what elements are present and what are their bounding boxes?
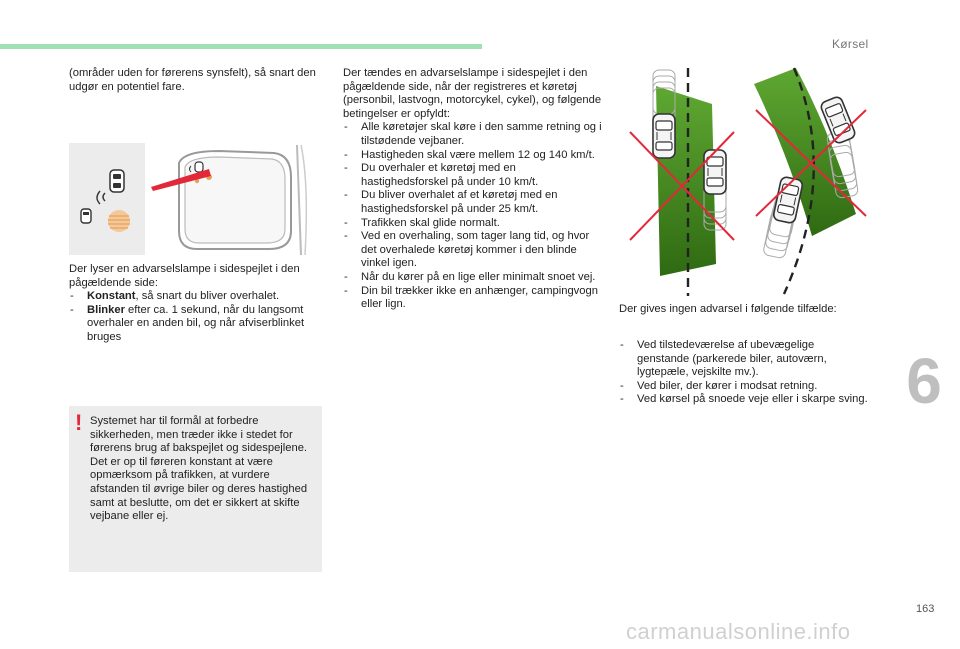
watermark: carmanualsonline.info — [626, 619, 851, 644]
car-top-icon — [110, 170, 124, 192]
warning-text: Systemet har til formål at forbedre sikkerheden, men træder ikke i stedet for førerens brug af bakspejlet og sidespejlene. Det er op til føreren konstant at være opmærksom på trafikken, at vurdere afstanden til øvrige biler og deres hastighed samt at beslutte, om det er sikkert at skifte vejbane eller ej. — [90, 415, 308, 523]
col3-intro-text: Der gives ingen advarsel i følgende tilfælde: — [619, 303, 837, 315]
detection-zone-right — [754, 68, 856, 236]
list-item: - Ved tilstedeværelse af ubevægelige genstande (parkerede biler, autoværn, lygtepæle, vejskilte mv.). — [619, 339, 869, 380]
list-item: - Ved en overhaling, som tager lang tid, og hvor det overhalede køretøj kommer i den blinde vinkel igen. — [343, 230, 605, 271]
blind-spot-figure — [616, 64, 872, 296]
header-accent-bar — [0, 44, 482, 49]
car-side-icon — [81, 209, 91, 223]
list-item: - Du overhaler et køretøj med en hastighedsforskel på under 10 km/t. — [343, 162, 605, 189]
item-bold: Blinker — [87, 303, 125, 316]
col3-intro — [619, 303, 869, 317]
col1-lamp-intro: Der lyser en advarselslampe i sidespejlet i den pågældende side: — [69, 263, 300, 289]
item-text: , så snart du bliver overhalet. — [135, 290, 280, 303]
col3-list-section — [619, 339, 869, 407]
list-item: - Din bil trækker ikke en anhænger, campingvogn eller lign. — [343, 285, 605, 312]
car-icon — [704, 150, 726, 194]
list-item: - Ved kørsel på snoede veje eller i skarpe sving. — [619, 393, 869, 407]
list-item: - Hastigheden skal være mellem 12 og 140 km/t. — [343, 149, 605, 163]
list-item: - Trafikken skal glide normalt. — [343, 217, 605, 231]
col1-lamp-section — [69, 263, 321, 345]
item-text: efter ca. 1 sekund, når du langsomt overhaler en anden bil, og når afviserblinket bruges — [87, 303, 305, 343]
item-bold: Konstant — [87, 290, 136, 303]
car-icon — [773, 176, 804, 224]
section-title: Kørsel — [832, 37, 869, 51]
col2-conditions-list — [343, 121, 605, 311]
warning-icon: ! — [75, 410, 83, 435]
col2-intro: Der tændes en advarselslampe i sidespejlet i den pågældende side, når der registreres et køretøj (personbil, lastvogn, motorcykel, cykel), og følgende betingelser er opfyldt: — [343, 67, 602, 120]
list-item — [69, 304, 321, 345]
radar-wave-icon — [97, 191, 105, 204]
col3-exceptions-list — [619, 339, 869, 407]
warning-lamp-icon — [108, 210, 130, 232]
chapter-number: 6 — [906, 345, 942, 417]
list-item: - Når du kører på en lige eller minimalt snoet vej. — [343, 271, 605, 285]
col1-intro-text: (områder uden for førerens synsfelt), så snart den udgør en potentiel fare. — [69, 67, 316, 93]
list-item: - Alle køretøjer skal køre i den samme retning og i tilstødende vejbaner. — [343, 121, 605, 148]
col1-intro — [69, 67, 321, 94]
list-item — [69, 290, 321, 304]
list-item: - Ved biler, der kører i modsat retning. — [619, 380, 869, 394]
list-item: - Du bliver overhalet af et køretøj med en hastighedsforskel på under 25 km/t. — [343, 189, 605, 216]
page-number: 163 — [916, 603, 935, 615]
col1-lamp-list — [69, 290, 321, 344]
warning-box — [69, 406, 322, 572]
mirror-figure — [69, 143, 322, 255]
car-icon — [653, 114, 675, 158]
col2-section — [343, 67, 605, 312]
